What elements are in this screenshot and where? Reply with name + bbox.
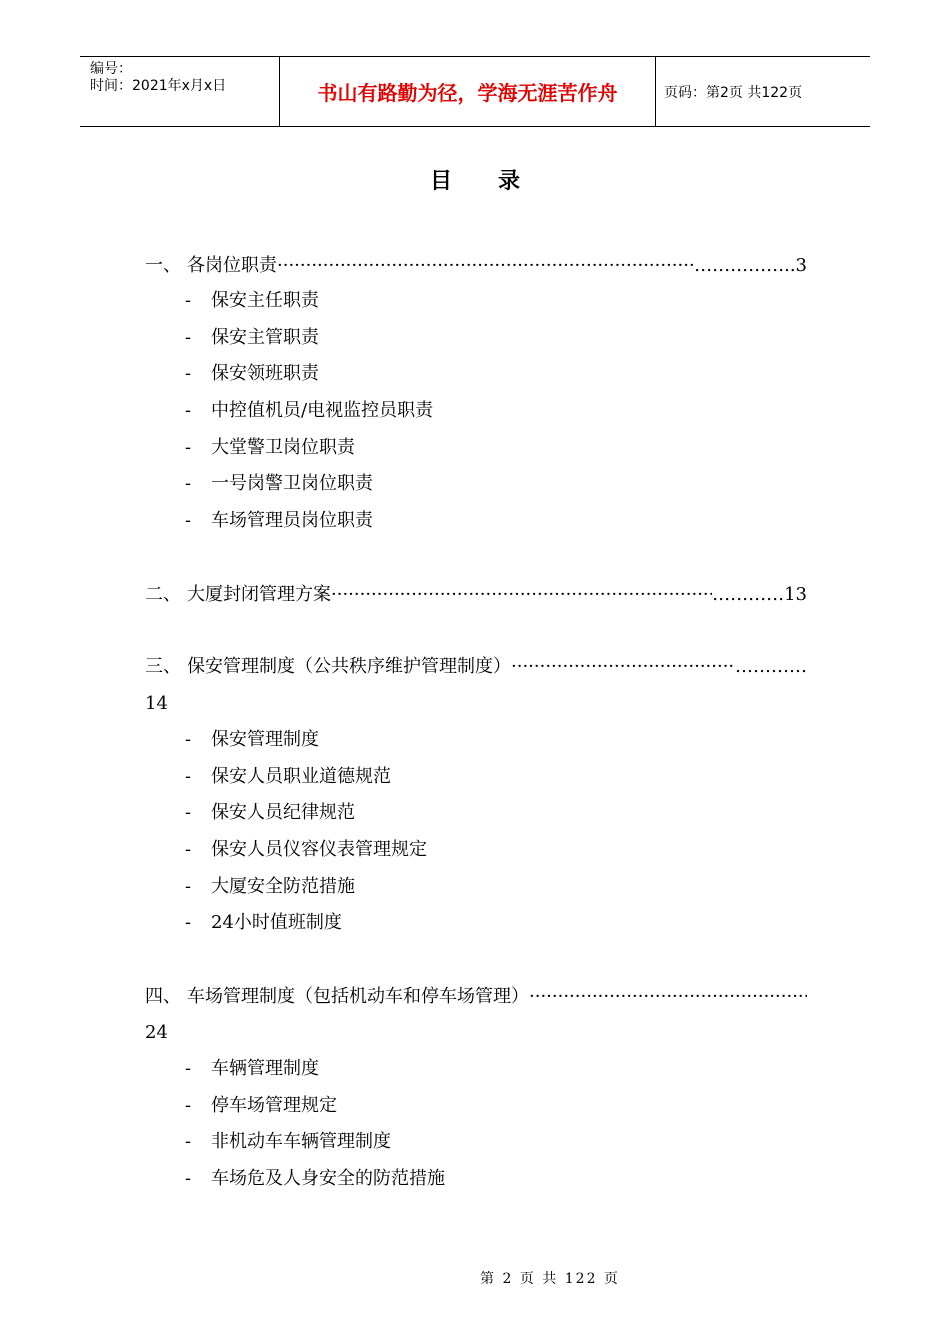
section-number: 一、: [145, 255, 181, 276]
toc-section-4[interactable]: [145, 986, 807, 1008]
toc-item[interactable]: [185, 912, 342, 934]
section-title: 车场管理制度（包括机动车和停车场管理）: [187, 986, 529, 1007]
item-label: 车场危及人身安全的防范措施: [211, 1168, 445, 1189]
serial-label: 编号：: [90, 61, 132, 77]
toc-item[interactable]: [185, 766, 391, 788]
item-dash: -: [185, 363, 192, 384]
item-dash: -: [185, 327, 192, 348]
section-number: 二、: [145, 584, 181, 605]
toc-section-3[interactable]: [145, 656, 807, 678]
toc-item[interactable]: [185, 729, 319, 751]
toc-item[interactable]: [185, 290, 319, 312]
toc-item[interactable]: [185, 1168, 445, 1190]
item-label: 大厦安全防范措施: [211, 876, 355, 897]
toc-item[interactable]: [185, 1131, 391, 1153]
section-number: 四、: [145, 986, 181, 1007]
item-dash: -: [185, 1095, 192, 1116]
item-dash: -: [185, 729, 192, 750]
section-page: ……………..3: [694, 255, 807, 276]
section-number: 三、: [145, 656, 181, 677]
item-dash: -: [185, 437, 192, 458]
date-label: 时间：2021年x月x日: [90, 78, 227, 94]
item-dash: -: [185, 802, 192, 823]
toc-item[interactable]: [185, 437, 355, 459]
item-dash: -: [185, 839, 192, 860]
page-footer: 第 2 页 共 122 页: [480, 1271, 620, 1287]
item-dash: -: [185, 1168, 192, 1189]
toc-item[interactable]: [185, 802, 355, 824]
section-title: 各岗位职责: [187, 255, 277, 276]
toc-item[interactable]: [185, 510, 373, 532]
item-dash: -: [185, 400, 192, 421]
toc-item[interactable]: [185, 400, 433, 422]
section-continuation-page: 14: [145, 693, 168, 714]
item-dash: -: [185, 1131, 192, 1152]
item-dash: -: [185, 876, 192, 897]
toc-item[interactable]: [185, 1095, 337, 1117]
item-label: 大堂警卫岗位职责: [211, 437, 355, 458]
toc-item[interactable]: [185, 839, 427, 861]
page-title: 目录: [429, 168, 566, 194]
item-dash: -: [185, 510, 192, 531]
item-label: 一号岗警卫岗位职责: [211, 473, 373, 494]
item-label: 保安管理制度: [211, 729, 319, 750]
item-label: 保安人员纪律规范: [211, 802, 355, 823]
leader-dots: [529, 986, 807, 1008]
item-label: 保安领班职责: [211, 363, 319, 384]
item-dash: -: [185, 473, 192, 494]
toc-item[interactable]: [185, 876, 355, 898]
leader-dots: [511, 656, 735, 678]
item-label: 保安主管职责: [211, 327, 319, 348]
toc-item[interactable]: [185, 1058, 319, 1080]
item-label: 停车场管理规定: [211, 1095, 337, 1116]
section-continuation-page: 24: [145, 1022, 168, 1043]
item-label: 保安人员仪容仪表管理规定: [211, 839, 427, 860]
item-label: 车场管理员岗位职责: [211, 510, 373, 531]
section-title: 大厦封闭管理方案: [187, 584, 331, 605]
item-label: 24小时值班制度: [211, 912, 342, 933]
leader-dots: [277, 255, 694, 277]
toc-section-2[interactable]: [145, 584, 807, 606]
item-dash: -: [185, 290, 192, 311]
item-label: 车辆管理制度: [211, 1058, 319, 1079]
item-label: 保安人员职业道德规范: [211, 766, 391, 787]
section-page: …………13: [712, 584, 807, 605]
item-label: 中控值机员/电视监控员职责: [211, 400, 434, 421]
toc-item[interactable]: [185, 473, 373, 495]
section-title: 保安管理制度（公共秩序维护管理制度）: [187, 656, 511, 677]
header-page-info: 页码：第2页 共122页: [664, 84, 803, 101]
toc-item[interactable]: [185, 363, 319, 385]
item-dash: -: [185, 1058, 192, 1079]
section-page: …………: [735, 656, 807, 677]
item-dash: -: [185, 912, 192, 933]
item-label: 非机动车车辆管理制度: [211, 1131, 391, 1152]
toc-item[interactable]: [185, 327, 319, 349]
toc-section-1[interactable]: [145, 255, 807, 277]
item-label: 保安主任职责: [211, 290, 319, 311]
header-motto: 书山有路勤为径，学海无涯苦作舟: [280, 57, 656, 126]
leader-dots: [331, 584, 712, 606]
item-dash: -: [185, 766, 192, 787]
